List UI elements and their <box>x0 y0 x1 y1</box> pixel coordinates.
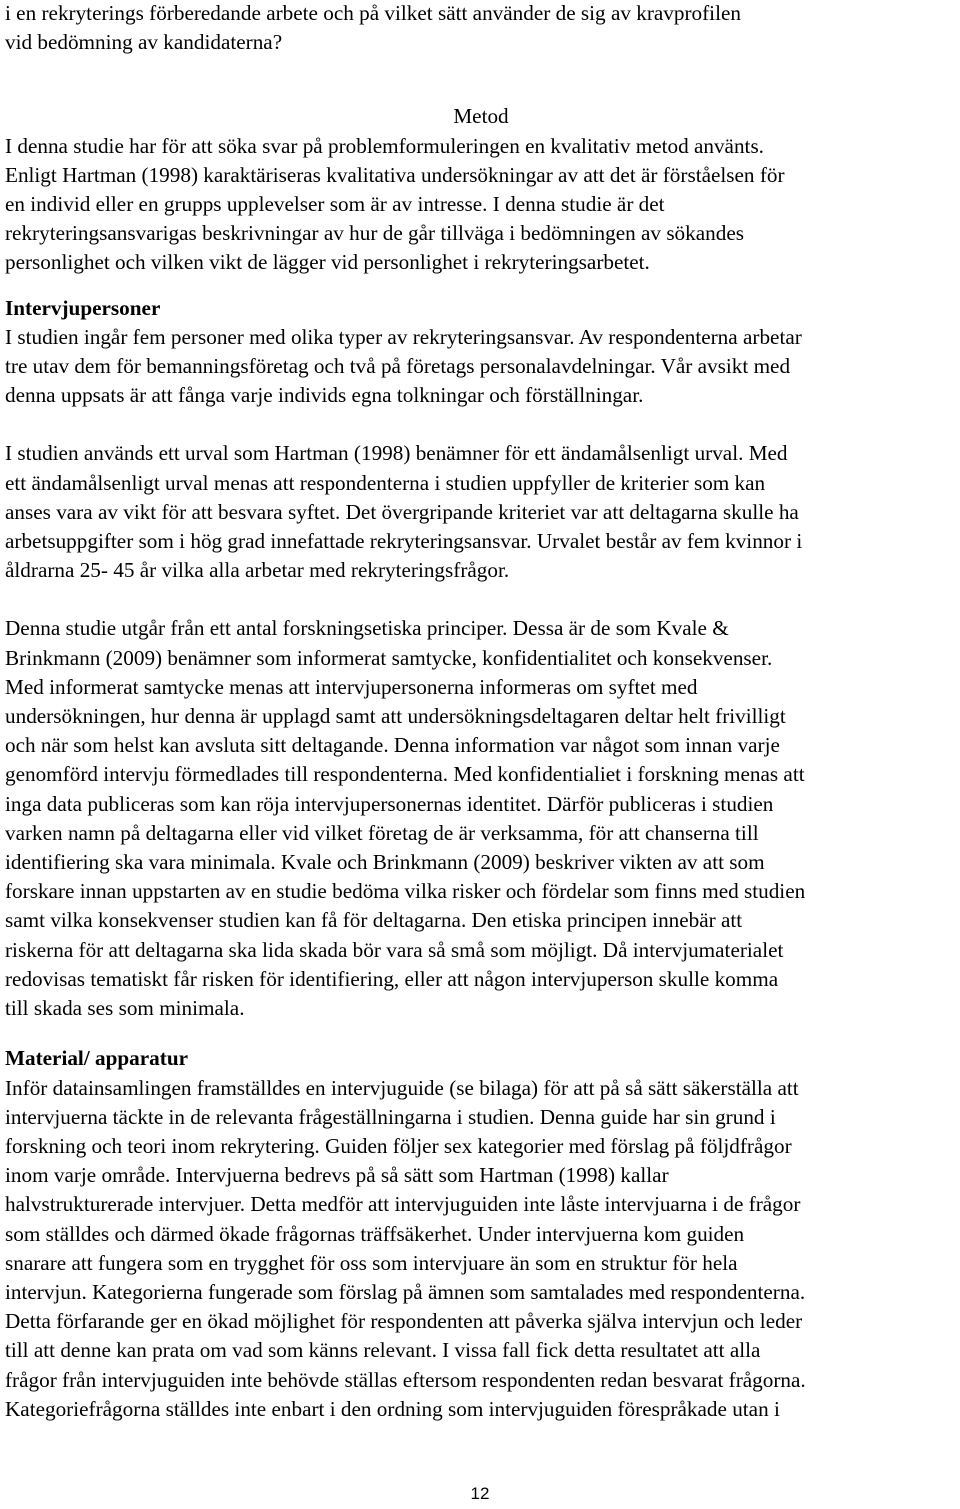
text-line: riskerna för att deltagarna ska lida skada bör vara så små som möjligt. Då intervjumaterialet <box>5 937 784 962</box>
sampling-paragraph <box>5 439 957 585</box>
text-line: varken namn på deltagarna eller vid vilket företag de är verksamma, för att chanserna till <box>5 820 759 845</box>
text-line: som ställdes och därmed ökade frågornas träffsäkerhet. Under intervjuerna kom guiden <box>5 1221 745 1246</box>
text-line: inga data publiceras som kan röja intervjupersonernas identitet. Därför publiceras i studien <box>5 791 774 816</box>
text-line: och när som helst kan avsluta sitt deltagande. Denna information var något som innan varje <box>5 733 780 758</box>
material-heading: Material/ apparatur <box>5 1046 189 1071</box>
text-line: intervjun. Kategorierna fungerade som förslag på ämnen som samtalades med respondenterna. <box>5 1279 806 1304</box>
text-line: Brinkmann (2009) benämner som informerat samtycke, konfidentialitet och konsekvenser. <box>5 645 773 670</box>
text-line: Kategoriefrågorna ställdes inte enbart i den ordning som intervjuguiden förespråkade utan i <box>5 1396 780 1421</box>
interviewees-heading: Intervjupersoner <box>5 295 161 320</box>
text-line: anses vara av vikt för att besvara syftet. Det övergripande kriteriet var att deltagarna skulle ha <box>5 499 799 524</box>
text-line: rekryteringsansvarigas beskrivningar av hur de går tillväga i bedömningen av sökandes <box>5 221 744 246</box>
text-line: forskning och teori inom rekrytering. Guiden följer sex kategorier med förslag på följdfrågor <box>5 1133 792 1158</box>
document-page <box>5 0 957 1424</box>
text-line: forskare innan uppstarten av en studie bedöma vilka risker och fördelar som finns med studien <box>5 879 806 904</box>
text-line: ett ändamålsenligt urval menas att respondenterna i studien uppfyller de kriterier som kan <box>5 470 766 495</box>
text-line: I studien ingår fem personer med olika typer av rekryteringsansvar. Av respondenterna arbetar <box>5 324 802 349</box>
text-line: identifiering ska vara minimala. Kvale och Brinkmann (2009) beskriver vikten av att som <box>5 850 765 875</box>
text-line: Enligt Hartman (1998) karaktäriseras kvalitativa undersökningar av att det är förståelsen för <box>5 162 785 187</box>
text-line: till att denne kan prata om vad som känns relevant. I vissa fall fick detta resultatet att alla <box>5 1338 761 1363</box>
material-paragraph <box>5 1074 957 1424</box>
text-line: vid bedömning av kandidaterna? <box>5 30 283 55</box>
text-line: halvstrukturerade intervjuer. Detta medför att intervjuguiden inte låste intervjuarna i de frågor <box>5 1192 801 1217</box>
text-line: i en rekryterings förberedande arbete och på vilket sätt använder de sig av kravprofilen <box>5 1 741 25</box>
text-line: Inför datainsamlingen framställdes en intervjuguide (se bilaga) för att på så sätt säkerställa att <box>5 1075 799 1100</box>
text-line: arbetsuppgifter som i hög grad innefattade rekryteringsansvar. Urvalet består av fem kvinnor i <box>5 529 803 554</box>
text-line: en individ eller en grupps upplevelser som är av intresse. I denna studie är det <box>5 192 665 217</box>
text-line: Denna studie utgår från ett antal forskningsetiska principer. Dessa är de som Kvale & <box>5 616 729 641</box>
text-line: I denna studie har för att söka svar på problemformuleringen en kvalitativ metod använts. <box>5 133 764 158</box>
text-line: frågor från intervjuguiden inte behövde ställas eftersom respondenten redan besvarat frågorna. <box>5 1367 806 1392</box>
text-line: Med informerat samtycke menas att intervjupersonerna informeras om syftet med <box>5 674 698 699</box>
interviewees-paragraph <box>5 323 957 411</box>
method-paragraph <box>5 132 957 278</box>
ethics-paragraph <box>5 614 957 1023</box>
text-line: inom varje område. Intervjuerna bedrevs på så sätt som Hartman (1998) kallar <box>5 1163 669 1188</box>
text-line: till skada ses som minimala. <box>5 996 245 1021</box>
text-line: denna uppsats är att fånga varje individs egna tolkningar och förställningar. <box>5 383 644 408</box>
text-line: tre utav dem för bemanningsföretag och två på företags personalavdelningar. Vår avsikt med <box>5 354 791 379</box>
method-heading: Metod <box>453 104 509 129</box>
text-line: genomförd intervju förmedlades till respondenterna. Med konfidentialiet i forskning menas att <box>5 762 805 787</box>
page-number: 12 <box>470 1484 490 1503</box>
text-line: undersökningen, hur denna är upplagd samt att undersökningsdeltagaren deltar helt frivilligt <box>5 704 786 729</box>
text-line: redovisas tematiskt får risken för identifiering, eller att någon intervjuperson skulle komma <box>5 966 779 991</box>
text-line: samt vilka konsekvenser studien kan få för deltagarna. Den etiska principen innebär att <box>5 908 743 933</box>
text-line: åldrarna 25- 45 år vilka alla arbetar med rekryteringsfrågor. <box>5 558 510 583</box>
text-line: intervjuerna täckte in de relevanta frågeställningarna i studien. Denna guide har sin grund i <box>5 1104 776 1129</box>
text-line: Detta förfarande ger en ökad möjlighet för respondenten att påverka själva intervjun och leder <box>5 1309 803 1334</box>
text-line: I studien används ett urval som Hartman (1998) benämner för ett ändamålsenligt urval. Med <box>5 441 788 466</box>
text-line: snarare att fungera som en trygghet för oss som intervjuare än som en struktur för hela <box>5 1250 738 1275</box>
intro-paragraph <box>5 0 957 57</box>
text-line: personlighet och vilken vikt de lägger vid personlighet i rekryteringsarbetet. <box>5 250 650 275</box>
